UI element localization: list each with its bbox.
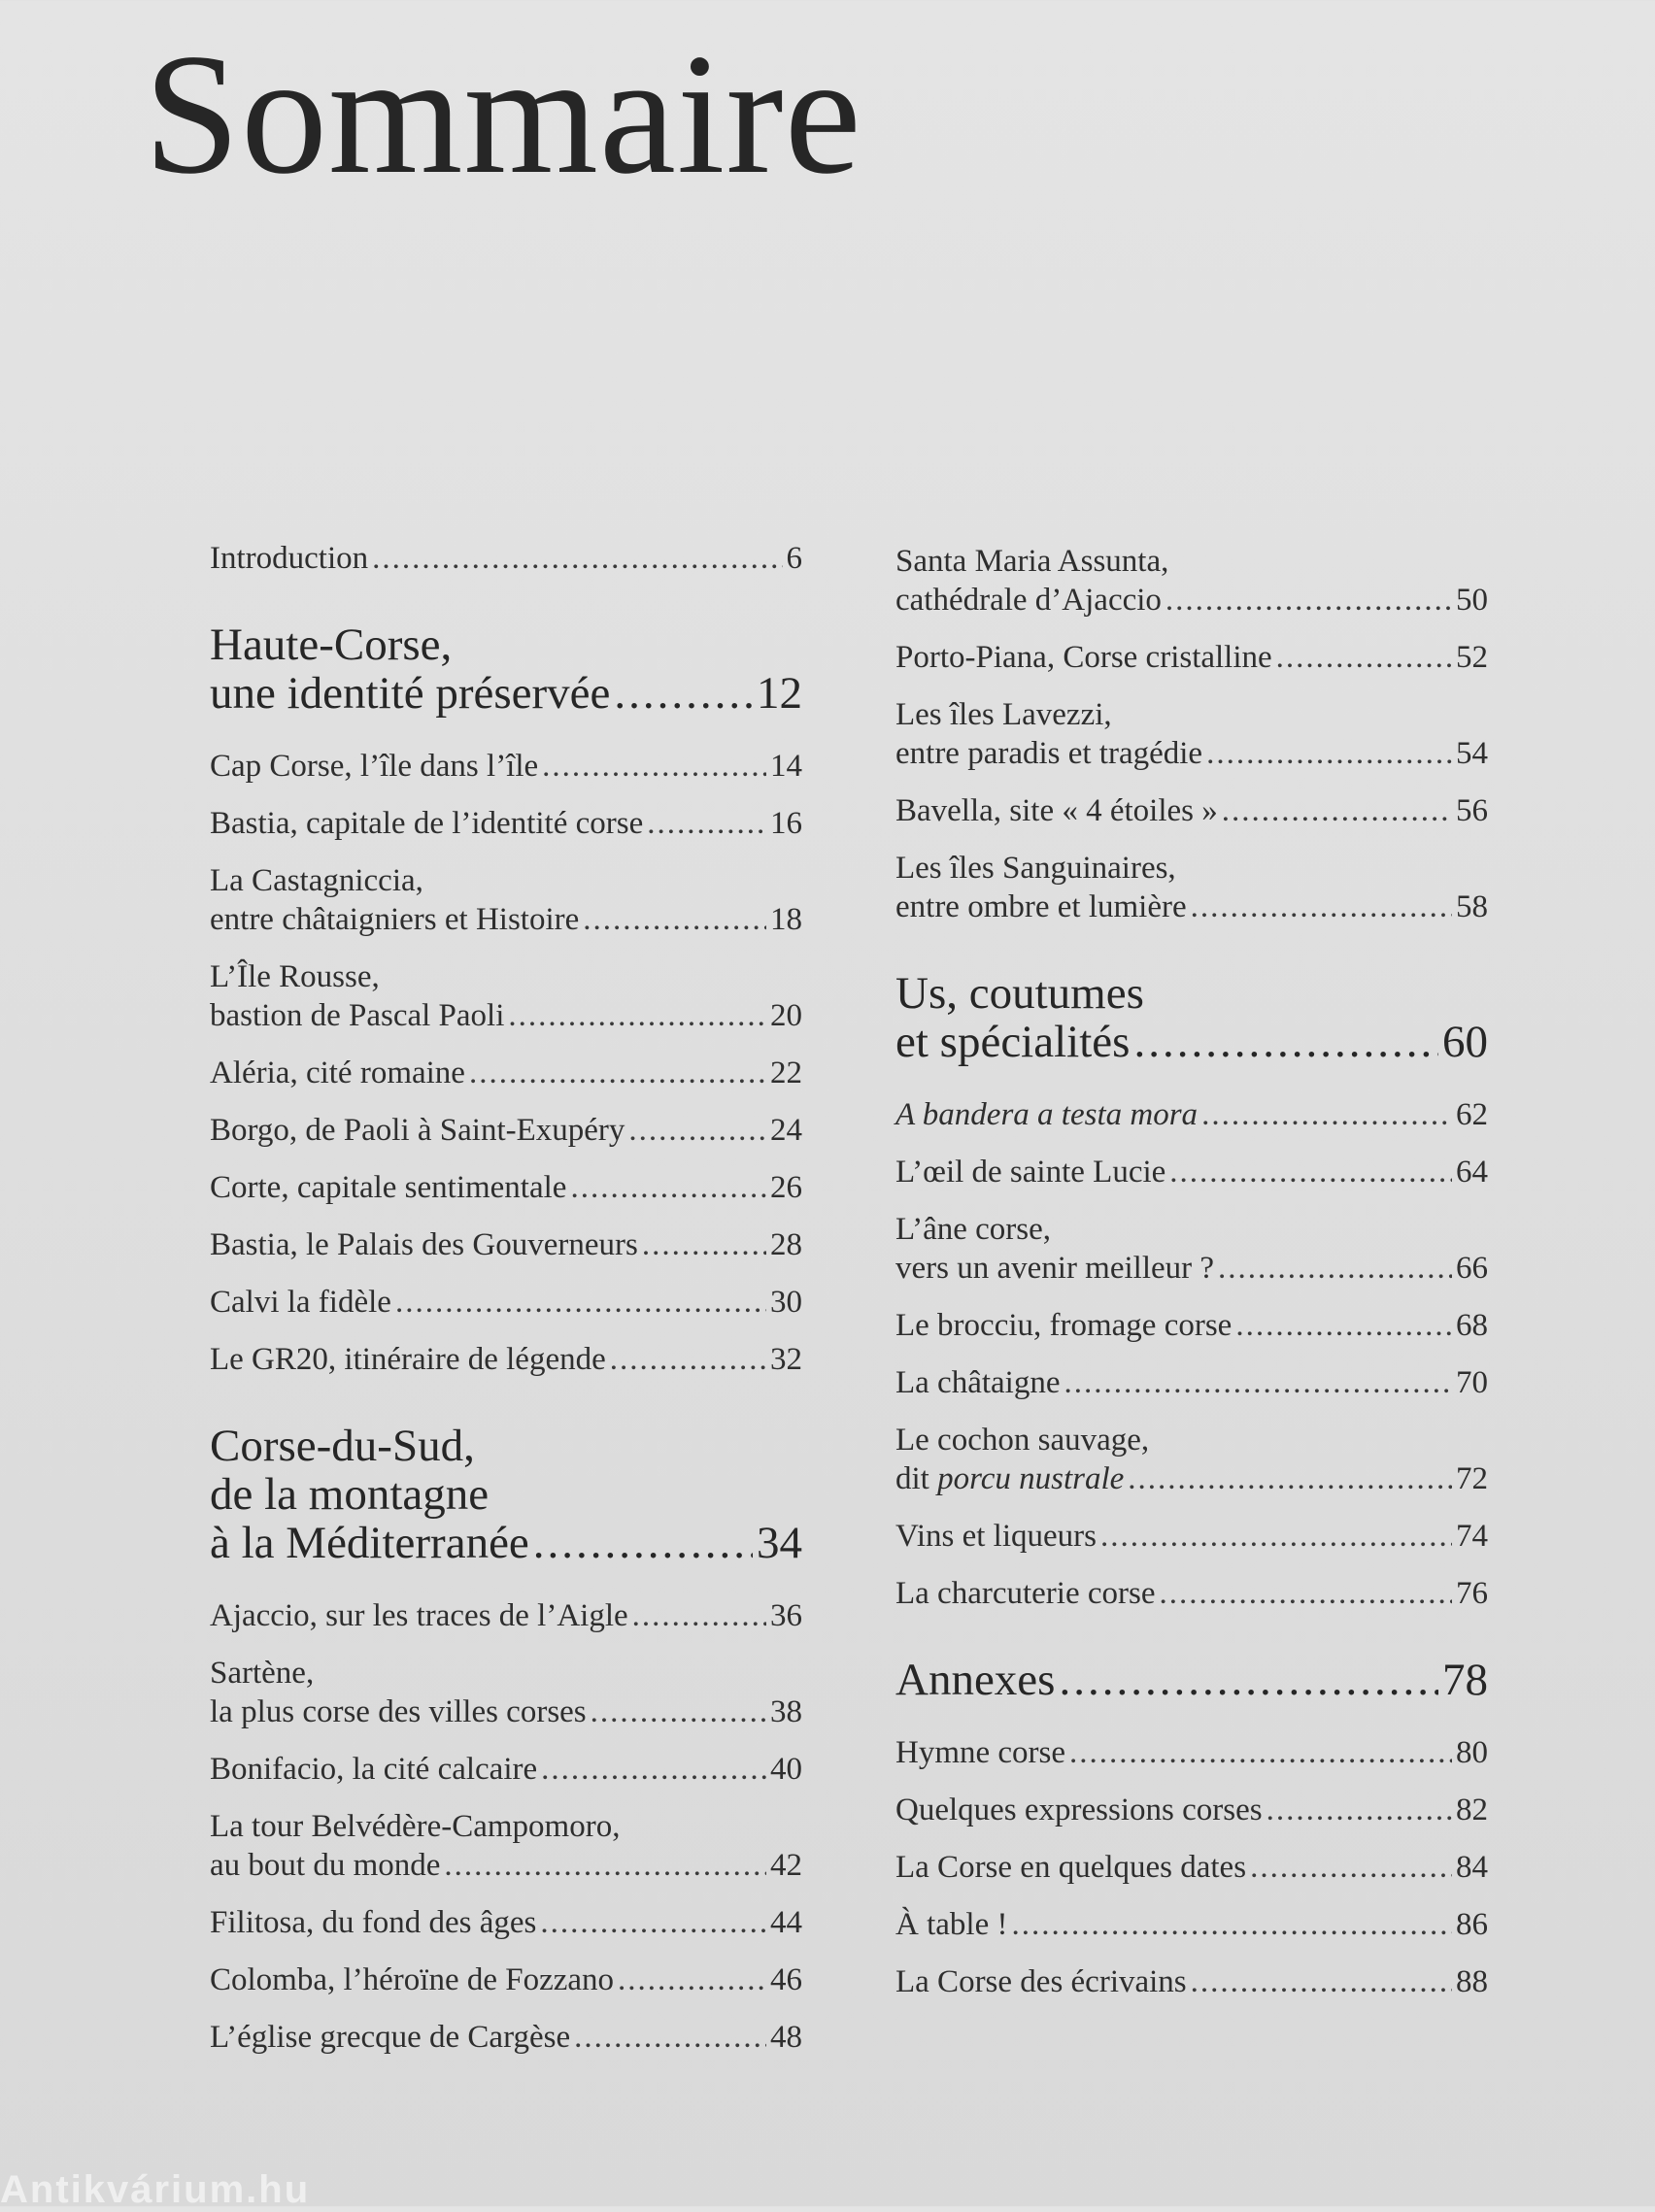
toc-entry [210,2018,802,2057]
toc-entry [210,1225,802,1264]
dot-leader [1222,791,1452,830]
toc-entry-line: Santa Maria Assunta, [895,544,1169,579]
toc-entry-title: Ajaccio, sur les traces de l’Aigle [210,1598,628,1633]
toc-entry-title: au bout du monde [210,1848,441,1883]
dot-leader [632,1596,766,1635]
toc-page-number: 78 [1442,1655,1488,1705]
dot-leader [610,1340,766,1379]
toc-entry-row [210,1054,802,1092]
dot-leader [642,1225,766,1264]
toc-page-number: 36 [770,1598,802,1633]
dot-leader [1133,1018,1438,1066]
toc-page-number: 34 [757,1518,802,1568]
dot-leader [542,747,766,786]
toc-entry-title: L’église grecque de Cargèse [210,2020,571,2055]
toc-entry-title: Porto-Piana, Corse cristalline [895,640,1272,675]
toc-entry-title: et spécialités [895,1017,1131,1067]
toc-entry [210,1903,802,1942]
toc-entry-row [895,1733,1488,1772]
toc-page-number: 24 [770,1113,802,1148]
toc-page-number: 44 [770,1905,802,1940]
toc-entry-title: à la Méditerranée [210,1518,529,1568]
toc-page-number: 12 [757,668,802,719]
toc-entry-row [895,1656,1488,1704]
toc-page-number: 74 [1456,1519,1488,1554]
toc-entry-title: La charcuterie corse [895,1576,1156,1611]
dot-leader [1235,1306,1452,1345]
toc-entry [210,804,802,843]
toc-entry [210,747,802,786]
toc-entry [895,849,1488,926]
dot-leader [618,1961,766,1999]
toc-entry [895,1517,1488,1556]
toc-entry-row [895,1153,1488,1191]
toc-entry [210,1654,802,1731]
toc-entry-row [210,1168,802,1207]
toc-entry-row [210,1283,802,1322]
toc-entry-row [210,1961,802,1999]
toc-entry [895,1306,1488,1345]
dot-leader [1064,1363,1452,1402]
dot-leader [1250,1848,1452,1887]
toc-entry [895,1421,1488,1498]
italic-term: porcu nustrale [937,1461,1125,1496]
toc-page-number: 86 [1456,1907,1488,1942]
dot-leader [395,1283,766,1322]
toc-entry-line: La Castagniccia, [210,863,423,898]
toc-page-number: 82 [1456,1793,1488,1827]
toc-entry-title: Bavella, site « 4 étoiles » [895,793,1218,828]
toc-entry-row [895,734,1488,773]
toc-page-number: 60 [1442,1017,1488,1067]
dot-leader [1169,1153,1452,1191]
toc-entry-row [895,1095,1488,1134]
toc-section-heading [210,1422,802,1567]
dot-leader [1267,1791,1452,1829]
dot-leader [444,1846,766,1885]
toc-entry-row [210,1846,802,1885]
toc-entry-row [895,1962,1488,2001]
toc-entry [210,1750,802,1789]
toc-page-number: 80 [1456,1735,1488,1770]
dot-leader [1218,1249,1452,1288]
toc-page-number: 64 [1456,1155,1488,1190]
toc-page-number: 66 [1456,1251,1488,1286]
toc-entry-title: Introduction [210,541,369,576]
toc-entry-title: la plus corse des villes corses [210,1694,587,1729]
toc-entry-title: Corte, capitale sentimentale [210,1170,567,1205]
toc-entry-title: entre ombre et lumière [895,889,1187,924]
toc-entry-row [210,1596,802,1635]
toc-entry-row [210,996,802,1035]
toc-entry [895,638,1488,677]
toc-entry [895,1363,1488,1402]
toc-entry-row [895,1905,1488,1944]
toc-entry [895,1848,1488,1887]
toc-page-number: 76 [1456,1576,1488,1611]
toc-entry [895,1574,1488,1613]
toc-entry-title: Aléria, cité romaine [210,1056,465,1090]
toc-entry-line: Les îles Sanguinaires, [895,851,1176,886]
toc-entry-row [895,1306,1488,1345]
dot-leader [614,669,753,718]
toc-entry-row [210,1903,802,1942]
toc-page-number: 28 [770,1227,802,1262]
toc-entry-row [210,539,802,578]
toc-entry [210,1283,802,1322]
toc-entry-title: La Corse en quelques dates [895,1850,1247,1885]
toc-page-number: 46 [770,1962,802,1997]
toc-entry-row [895,1517,1488,1556]
toc-page-number: 16 [770,806,802,841]
toc-entry-line: Sartène, [210,1656,315,1691]
dot-leader [1201,1095,1452,1134]
dot-leader [1128,1459,1452,1498]
dot-leader [469,1054,766,1092]
toc-entry-title: Le GR20, itinéraire de légende [210,1342,606,1377]
toc-entry-row [210,1750,802,1789]
toc-entry-title: Filitosa, du fond des âges [210,1905,537,1940]
toc-entry-title: À table ! [895,1907,1008,1942]
toc-section-heading [895,1656,1488,1704]
toc-entry [895,1791,1488,1829]
toc-page-number: 38 [770,1694,802,1729]
dot-leader [647,804,766,843]
toc-entry-row [895,581,1488,620]
toc-entry [210,1596,802,1635]
toc-entry-line: L’Île Rousse, [210,959,380,994]
toc-entry-row [210,1111,802,1150]
toc-entry-row [895,1848,1488,1887]
toc-entry-row [210,1519,802,1567]
toc-entry-row [210,669,802,718]
toc-entry [210,1340,802,1379]
toc-entry-row [895,1249,1488,1288]
toc-page-number: 42 [770,1848,802,1883]
toc-entry-line: Corse-du-Sud, [210,1421,475,1471]
toc-entry-title: bastion de Pascal Paoli [210,998,505,1033]
watermark: Antikvárium.hu [0,2168,311,2211]
dot-leader [591,1693,766,1731]
toc-entry [895,791,1488,830]
dot-leader [574,2018,766,2057]
toc-entry-line: Haute-Corse, [210,620,453,670]
toc-page-number: 14 [770,749,802,784]
toc-page-number: 56 [1456,793,1488,828]
toc-entry-title: dit porcu nustrale [895,1461,1125,1496]
toc-entry-line: Le cochon sauvage, [895,1423,1150,1458]
toc-entry-line: La tour Belvédère-Campomoro, [210,1809,621,1844]
toc-entry [895,1962,1488,2001]
toc-entry-row [895,888,1488,926]
toc-entry-title: L’œil de sainte Lucie [895,1155,1166,1190]
toc-entry [895,695,1488,773]
toc-entry-row [210,1225,802,1264]
toc-section-heading [210,620,802,718]
toc-page-number: 72 [1456,1461,1488,1496]
toc-right-column [895,542,1488,2020]
toc-entry [210,861,802,939]
toc-page-number: 40 [770,1752,802,1787]
dot-leader [508,996,766,1035]
dot-leader [1100,1517,1452,1556]
dot-leader [1011,1905,1452,1944]
toc-page-number: 68 [1456,1308,1488,1343]
toc-entry-row [210,1693,802,1731]
dot-leader [1191,1962,1452,2001]
dot-leader [1206,734,1452,773]
toc-entry-title: entre châtaigniers et Histoire [210,902,580,937]
toc-entry-title: A bandera a testa mora [895,1097,1199,1132]
toc-entry-title: Cap Corse, l’île dans l’île [210,749,539,784]
toc-entry [895,1905,1488,1944]
dot-leader [1069,1733,1452,1772]
toc-page-number: 70 [1456,1365,1488,1400]
toc-page-number: 20 [770,998,802,1033]
toc-entry [210,1168,802,1207]
toc-entry [210,1111,802,1150]
page-title: Sommaire [144,17,862,210]
toc-page-number: 48 [770,2020,802,2055]
dot-leader [628,1111,766,1150]
toc-entry-row [895,1574,1488,1613]
dot-leader [1165,581,1452,620]
toc-entry [210,1054,802,1092]
toc-entry-row [895,1791,1488,1829]
toc-entry-row [895,791,1488,830]
toc-entry-title: Annexes [895,1655,1056,1705]
toc-left-column [210,539,802,2075]
toc-page-number: 50 [1456,583,1488,618]
toc-entry-line: Us, coutumes [895,968,1144,1019]
dot-leader [540,1903,766,1942]
toc-entry [210,957,802,1035]
dot-leader [570,1168,766,1207]
toc-page-number: 18 [770,902,802,937]
dot-leader [533,1519,753,1567]
toc-entry [895,1153,1488,1191]
toc-entry [895,1733,1488,1772]
toc-page-number: 54 [1456,736,1488,771]
toc-page-number: 58 [1456,889,1488,924]
toc-entry [210,539,802,578]
toc-entry-line: de la montagne [210,1469,490,1520]
toc-entry-title: Bonifacio, la cité calcaire [210,1752,538,1787]
toc-entry-title: Borgo, de Paoli à Saint-Exupéry [210,1113,625,1148]
toc-entry-row [210,747,802,786]
toc-entry [210,1807,802,1885]
toc-entry-row [210,804,802,843]
toc-entry-row [895,1018,1488,1066]
toc-page-number: 88 [1456,1964,1488,1999]
toc-entry-title: Vins et liqueurs [895,1519,1097,1554]
toc-entry-title: Hymne corse [895,1735,1066,1770]
dot-leader [372,539,782,578]
toc-entry-title: Bastia, le Palais des Gouverneurs [210,1227,638,1262]
toc-entry-row [210,2018,802,2057]
toc-entry-title: La châtaigne [895,1365,1061,1400]
toc-page-number: 52 [1456,640,1488,675]
toc-entry-title: cathédrale d’Ajaccio [895,583,1162,618]
toc-entry-line: Les îles Lavezzi, [895,697,1112,732]
dot-leader [1191,888,1452,926]
toc-entry-title: entre paradis et tragédie [895,736,1203,771]
toc-entry [210,1961,802,1999]
dot-leader [541,1750,766,1789]
toc-entry-title: Colomba, l’héroïne de Fozzano [210,1962,615,1997]
dot-leader [1059,1656,1438,1704]
toc-entry-row [895,638,1488,677]
dot-leader [1159,1574,1452,1613]
toc-entry-row [895,1459,1488,1498]
toc-page-number: 26 [770,1170,802,1205]
toc-entry [895,1095,1488,1134]
toc-entry-title: Bastia, capitale de l’identité corse [210,806,644,841]
toc-entry-title: une identité préservée [210,668,611,719]
toc-entry-title: Le brocciu, fromage corse [895,1308,1233,1343]
toc-entry-row [210,900,802,939]
toc-entry [895,542,1488,620]
toc-entry-title: Calvi la fidèle [210,1285,391,1320]
toc-page-number: 6 [786,541,802,576]
toc-entry-title: vers un avenir meilleur ? [895,1251,1215,1286]
toc-entry-title: La Corse des écrivains [895,1964,1187,1999]
toc-entry-title: Quelques expressions corses [895,1793,1263,1827]
dot-leader [583,900,766,939]
toc-section-heading [895,969,1488,1066]
dot-leader [1276,638,1452,677]
toc-entry-line: L’âne corse, [895,1212,1052,1247]
toc-entry-row [895,1363,1488,1402]
toc-page-number: 62 [1456,1097,1488,1132]
toc-entry [895,1210,1488,1288]
toc-page-number: 84 [1456,1850,1488,1885]
toc-entry-row [210,1340,802,1379]
toc-page-number: 32 [770,1342,802,1377]
toc-page-number: 22 [770,1056,802,1090]
toc-page-number: 30 [770,1285,802,1320]
